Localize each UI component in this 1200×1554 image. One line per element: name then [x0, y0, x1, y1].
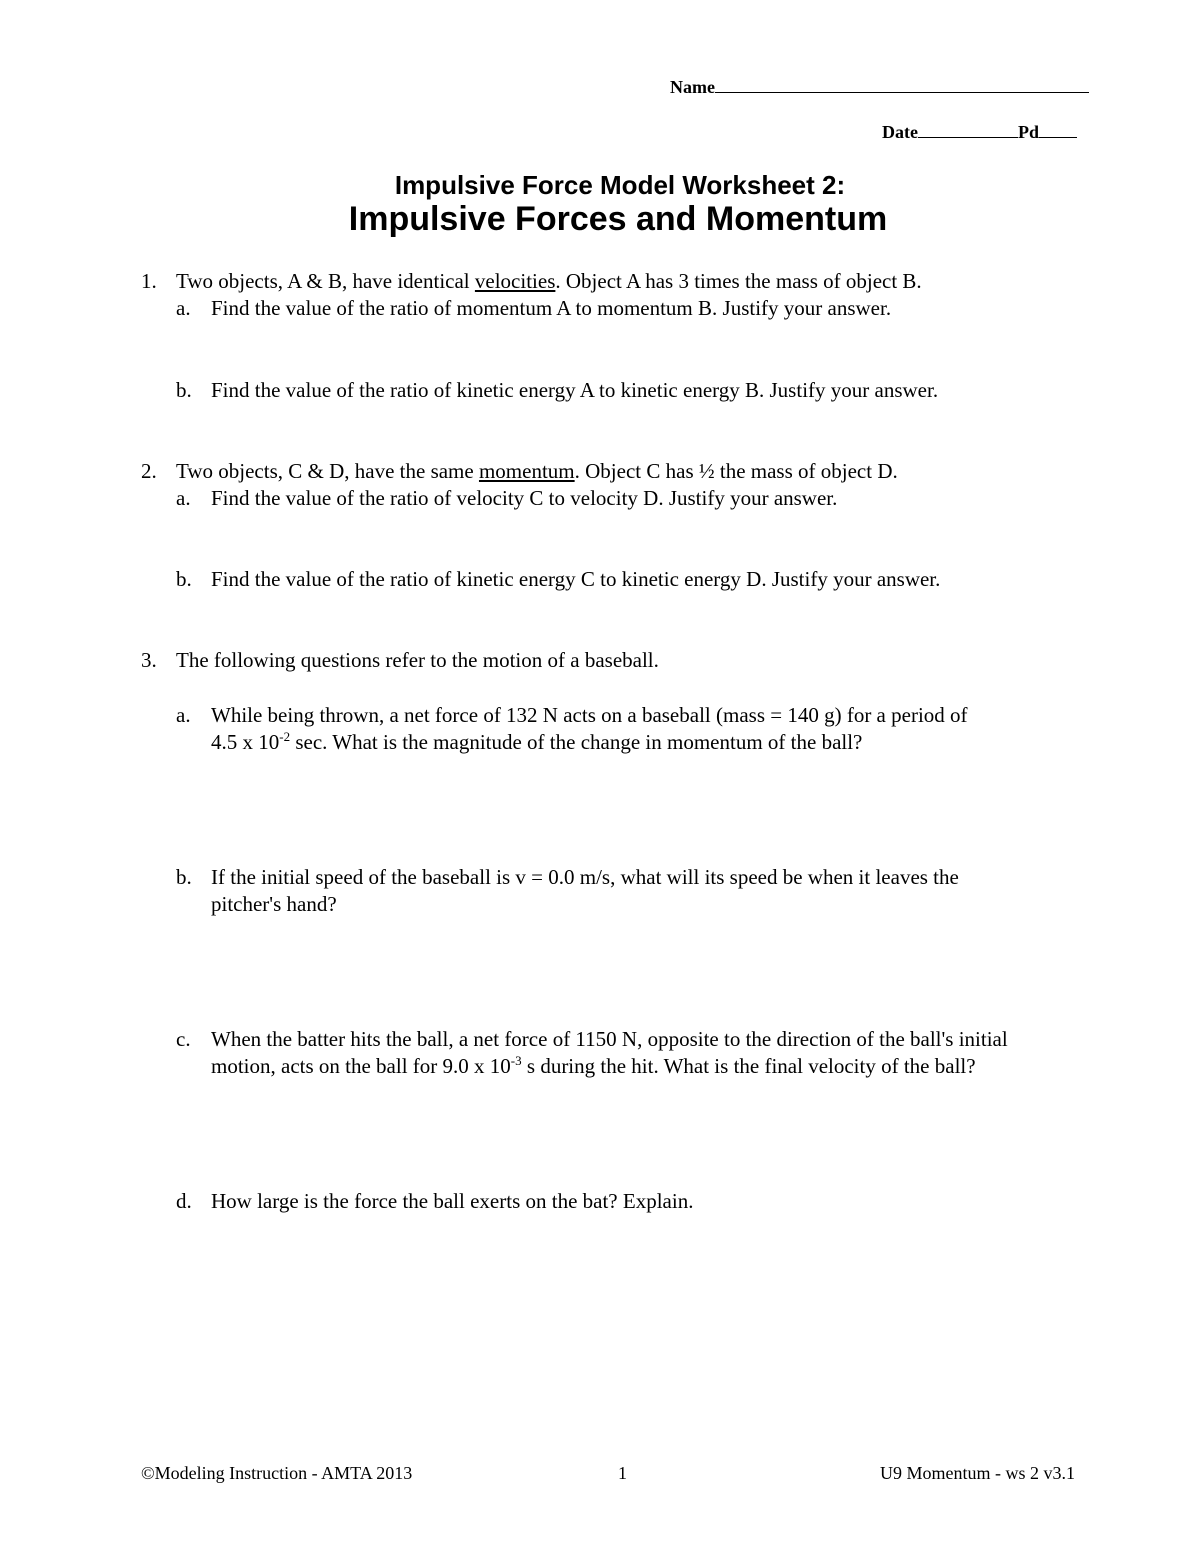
question-number: 2. — [141, 459, 157, 483]
part-text: Find the value of the ratio of momentum A to momentum B. Justify your answer. — [211, 296, 892, 320]
part-letter: a. — [176, 296, 191, 320]
date-label: Date — [882, 122, 918, 142]
date-period-field — [882, 119, 1077, 143]
part-letter: a. — [176, 703, 191, 727]
name-blank[interactable] — [715, 74, 1089, 93]
underlined-term: velocities — [474, 269, 556, 293]
worksheet-title: Impulsive Force Model Worksheet 2: — [394, 170, 846, 200]
part-letter: b. — [176, 567, 192, 591]
question-text: The following questions refer to the motion of a baseball. — [176, 648, 659, 672]
period-blank[interactable] — [1039, 119, 1077, 138]
exponent: -3 — [510, 1053, 522, 1068]
underlined-term: momentum — [478, 459, 575, 483]
question-text: Two objects, A & B, have identical velocities. Object A has 3 times the mass of object B. — [176, 269, 922, 293]
question-number: 1. — [141, 269, 157, 293]
question-text: Two objects, C & D, have the same momentum. Object C has ½ the mass of object D. — [176, 459, 898, 483]
footer-doc-id: U9 Momentum - ws 2 v3.1 — [880, 1463, 1075, 1483]
part-text-line-1: While being thrown, a net force of 132 N acts on a baseball (mass = 140 g) for a period of — [211, 703, 968, 727]
part-letter: d. — [176, 1189, 192, 1213]
part-text-line-1: If the initial speed of the baseball is v = 0.0 m/s, what will its speed be when it leaves the — [211, 865, 959, 889]
part-text: Find the value of the ratio of kinetic energy C to kinetic energy D. Justify your answer. — [211, 567, 941, 591]
part-text: Find the value of the ratio of kinetic energy A to kinetic energy B. Justify your answer. — [211, 378, 939, 402]
worksheet-subtitle: Impulsive Forces and Momentum — [348, 200, 888, 238]
part-text-line-2: motion, acts on the ball for 9.0 x $10^{-3}$ s during the hit. What is the final velocity of the ball? — [211, 1053, 976, 1078]
date-blank[interactable] — [918, 119, 1018, 138]
part-letter: c. — [176, 1027, 191, 1051]
name-label: Name — [670, 77, 715, 97]
part-text: Find the value of the ratio of velocity C to velocity D. Justify your answer. — [211, 486, 838, 510]
period-label: Pd — [1017, 122, 1039, 142]
exponent: -2 — [279, 729, 291, 744]
name-field — [670, 74, 1089, 98]
question-number: 3. — [141, 648, 157, 672]
part-text: How large is the force the ball exerts on the bat? Explain. — [211, 1189, 694, 1213]
part-text-line-2: pitcher's hand? — [211, 892, 337, 916]
part-text-line-2: 4.5 x $10^{-2}$ sec. What is the magnitude of the change in momentum of the ball? — [211, 729, 863, 754]
part-letter: b. — [176, 865, 192, 889]
part-letter: a. — [176, 486, 191, 510]
footer-page-number: 1 — [618, 1463, 627, 1483]
footer-copyright: ©Modeling Instruction - AMTA 2013 — [141, 1463, 413, 1483]
part-text-line-1: When the batter hits the ball, a net force of 1150 N, opposite to the direction of the ball's initial — [211, 1027, 1008, 1051]
part-letter: b. — [176, 378, 192, 402]
